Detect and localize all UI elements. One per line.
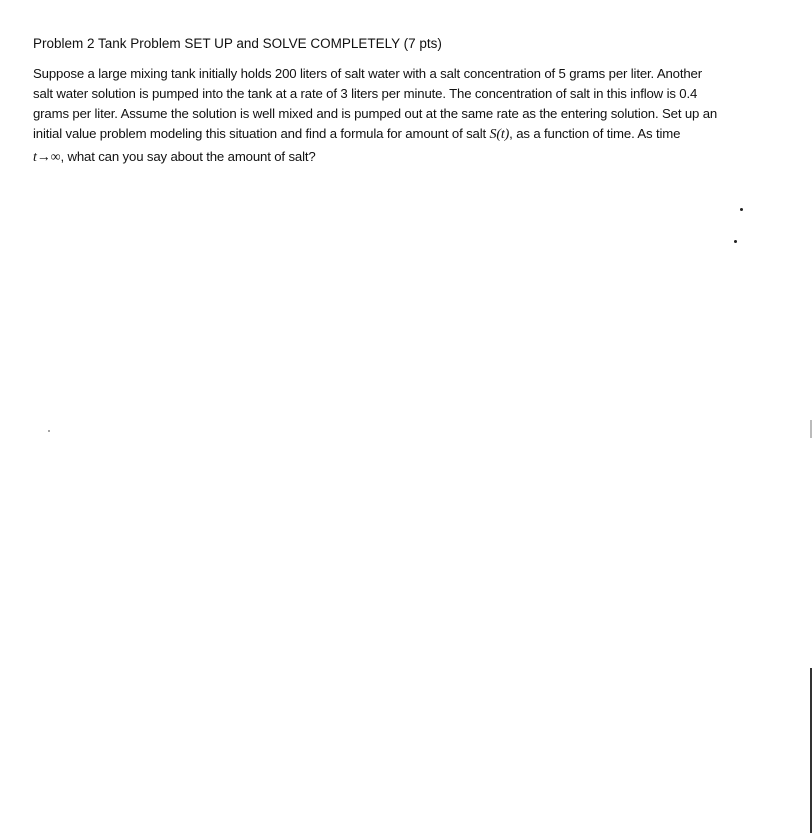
problem-line-5-text: , what can you say about the amount of salt? xyxy=(60,149,316,164)
problem-title: Problem 2 Tank Problem SET UP and SOLVE COMPLETELY (7 pts) xyxy=(33,36,442,51)
scan-speck xyxy=(48,430,50,432)
problem-line-4-text-end: , as a function of time. As time xyxy=(509,126,681,141)
problem-line-4 xyxy=(33,126,680,143)
limit-arrow-math: →∞ xyxy=(36,150,61,165)
problem-line-4-text: initial value problem modeling this situation and find a formula for amount of salt xyxy=(33,126,490,141)
salt-function-math: S(t) xyxy=(489,127,510,142)
time-variable-math: t xyxy=(33,150,37,165)
problem-line-2: salt water solution is pumped into the tank at a rate of 3 liters per minute. The concentration of salt in this inflow is 0.4 xyxy=(33,86,698,101)
scan-speck xyxy=(740,208,743,211)
problem-line-3: grams per liter. Assume the solution is well mixed and is pumped out at the same rate as the entering solution. Set up an xyxy=(33,106,718,121)
problem-line-5 xyxy=(33,149,316,166)
scan-speck xyxy=(734,240,737,243)
problem-line-1: Suppose a large mixing tank initially holds 200 liters of salt water with a salt concentration of 5 grams per liter. Another xyxy=(33,66,702,81)
